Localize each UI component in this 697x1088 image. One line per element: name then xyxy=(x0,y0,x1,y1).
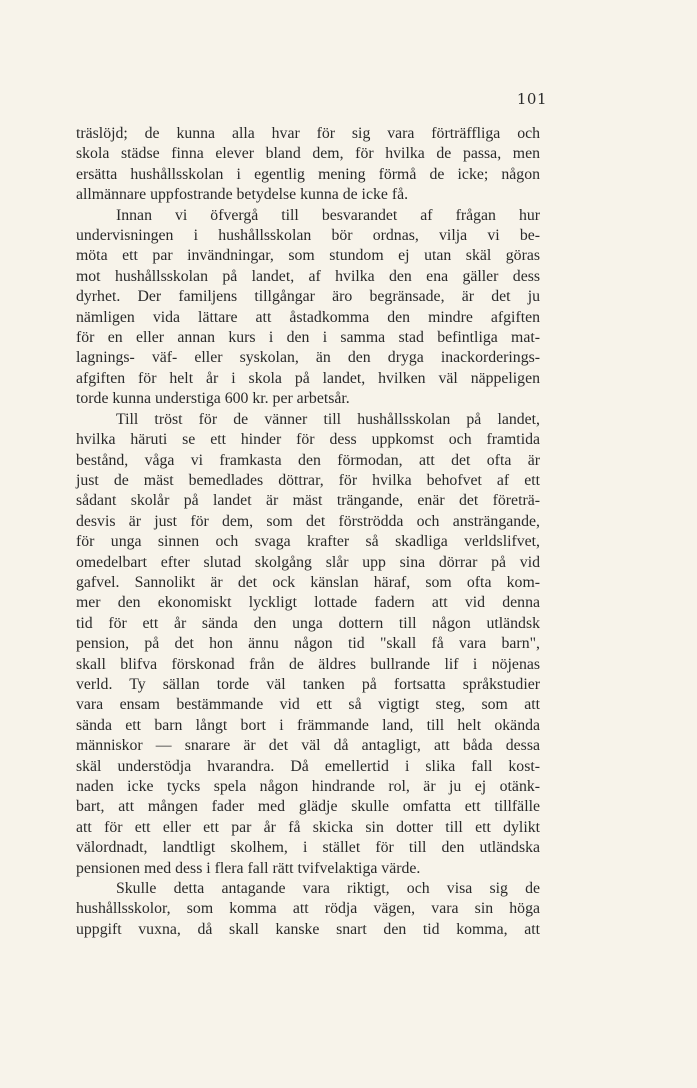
text-line: allmännare uppfostrande betydelse kunna de icke få. xyxy=(76,186,409,204)
text-line: Skulle detta antagande vara riktigt, och visa sig de xyxy=(116,880,540,898)
text-line: hvilka häruti se ett hinder för dess uppkomst och framtida xyxy=(76,431,540,449)
text-line: mer den ekonomiskt lyckligt lottade fadern att vid denna xyxy=(76,594,540,612)
text-line: bestånd, våga vi framkasta den förmodan, att det ofta är xyxy=(76,451,540,469)
text-line: uppgift vuxna, då skall kanske snart den tid komma, att xyxy=(76,920,540,938)
text-line: lagnings- väf- eller syskolan, än den dryga inackorderings- xyxy=(76,349,540,367)
text-line: träslöjd; de kunna alla hvar för sig vara förträffliga och xyxy=(76,125,540,142)
text-line: Innan vi öfvergå till besvarandet af frågan hur xyxy=(116,206,540,224)
text-line: ersätta hushållsskolan i egentlig mening förmå de icke; någon xyxy=(76,165,540,183)
text-line: vara ensam bestämmande vid ett så vigtigt steg, som att xyxy=(76,696,540,714)
text-line: människor — snarare är det väl då antagligt, att båda dessa xyxy=(76,737,540,755)
text-line: för unga sinnen och svaga krafter så skadliga verldslifvet, xyxy=(76,533,540,551)
text-line: välordnadt, landtligt skolhem, i stället för till den utländska xyxy=(76,839,540,857)
text-line: skäl understödja hvarandra. Då emellertid i slika fall kost- xyxy=(76,757,540,775)
text-line: mot hushållsskolan på landet, af hvilka den ena gäller dess xyxy=(76,267,540,285)
text-line: möta ett par invändningar, som stundom ej utan skäl göras xyxy=(76,247,540,265)
page-number: 101 xyxy=(516,90,547,108)
text-line: bart, att mången fader med glädje skulle omfatta ett tillfälle xyxy=(76,798,540,816)
text-line: omedelbart efter slutad skolgång slår upp sina dörrar på vid xyxy=(76,553,540,571)
text-line: pension, på det hon ännu någon tid "skall få vara barn", xyxy=(76,635,540,653)
text-line: afgiften för helt år i skola på landet, hvilken väl näppeligen xyxy=(76,369,540,387)
text-line: gafvel. Sannolikt är det ock känslan häraf, som ofta kom- xyxy=(76,573,540,591)
text-line: torde kunna understiga 600 kr. per arbetsår. xyxy=(76,390,350,408)
text-line: sända ett barn långt bort i främmande land, till helt okända xyxy=(76,716,540,734)
text-line: verld. Ty sällan torde väl tanken på fortsatta språkstudier xyxy=(76,675,540,693)
text-line: naden icke tycks spela någon hindrande rol, är ju ej otänk- xyxy=(76,778,540,795)
text-line: för en eller annan kurs i den i samma stad befintliga mat- xyxy=(76,329,540,347)
text-line: skall blifva förskonad från de äldres bullrande lif i nöjenas xyxy=(76,655,540,673)
text-line: just de mäst bemedlades döttrar, för hvilka behofvet af ett xyxy=(76,471,540,489)
text-line: undervisningen i hushållsskolan bör ordnas, vilja vi be- xyxy=(76,227,540,245)
text-line: skola städse finna elever bland dem, för hvilka de passa, men xyxy=(76,145,540,163)
text-line: att för ett eller ett par år få skicka sin dotter till ett dylikt xyxy=(76,818,540,836)
text-line: nämligen vida lättare att åstadkomma den mindre afgiften xyxy=(76,308,540,326)
text-line: tid för ett år sända den unga dottern till någon utländsk xyxy=(76,614,540,632)
text-line: dyrhet. Der familjens tillgångar äro begränsade, är det ju xyxy=(76,288,540,306)
body-text xyxy=(76,124,540,940)
text-line: hushållsskolor, som komma att rödja vägen, vara sin höga xyxy=(76,900,540,918)
text-line: desvis är just för dem, som det förströdda och ansträngande, xyxy=(76,512,540,530)
text-line: sådant skolår på landet är mäst trängande, enär det företrä- xyxy=(76,492,540,510)
text-line: pensionen med dess i flera fall rätt tvifvelaktiga värde. xyxy=(76,859,421,877)
text-line: Till tröst för de vänner till hushållsskolan på landet, xyxy=(116,410,540,428)
